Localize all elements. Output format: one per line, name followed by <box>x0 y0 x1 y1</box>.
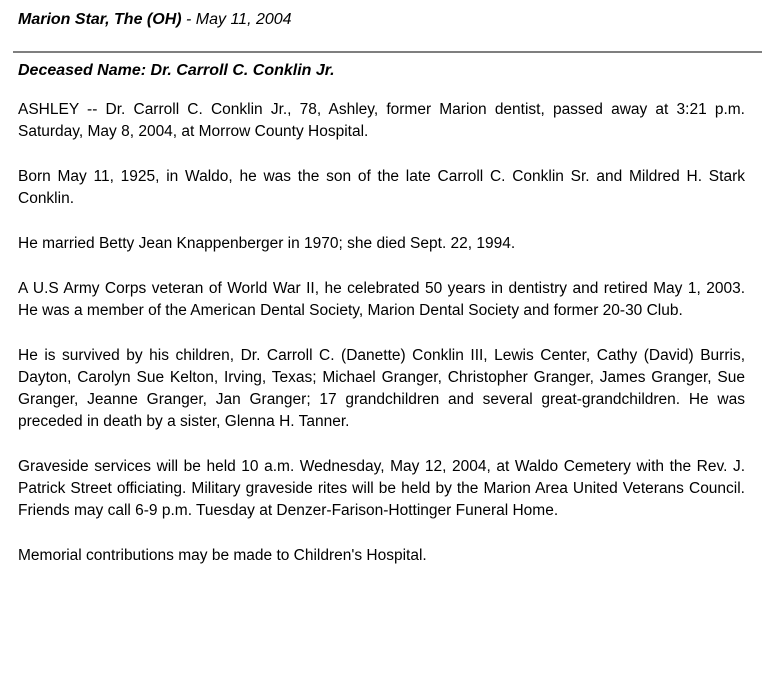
obituary-paragraph-career: A U.S Army Corps veteran of World War II, he celebrated 50 years in dentistry and retired May 1, 2003. He was a member of the American Dental Society, Marion Dental Society and former 20-30 Club. <box>18 280 745 319</box>
publication-date: - May 11, 2004 <box>181 11 292 28</box>
obituary-body <box>18 99 745 590</box>
obituary-paragraph-announcement: ASHLEY -- Dr. Carroll C. Conklin Jr., 78, Ashley, former Marion dentist, passed away at 3:21 p.m. Saturday, May 8, 2004, at Morrow County Hospital. <box>18 101 745 140</box>
obituary-paragraph-survivors: He is survived by his children, Dr. Carroll C. (Danette) Conklin III, Lewis Center, Cathy (David) Burris, Dayton, Carolyn Sue Kelton, Irving, Texas; Michael Granger, Christopher Granger, James Granger, Sue Granger, Jeanne Granger, Jan Granger; 17 grandchildren and several great-grandchildren. He was preceded in death by a sister, Glenna H. Tanner. <box>18 347 745 430</box>
header-divider <box>13 51 762 53</box>
obituary-paragraph-memorial: Memorial contributions may be made to Children's Hospital. <box>18 547 427 564</box>
obituary-paragraph-birth: Born May 11, 1925, in Waldo, he was the son of the late Carroll C. Conklin Sr. and Mildred H. Stark Conklin. <box>18 168 745 207</box>
newspaper-source: Marion Star, The (OH) <box>18 11 182 28</box>
obituary-paragraph-services: Graveside services will be held 10 a.m. Wednesday, May 12, 2004, at Waldo Cemetery with the Rev. J. Patrick Street officiating. Military graveside rites will be held by the Marion Area United Veterans Council. Friends may call 6-9 p.m. Tuesday at Denzer-Farison-Hottinger Funeral Home. <box>18 458 745 519</box>
document-header <box>18 10 292 30</box>
obituary-paragraph-marriage: He married Betty Jean Knappenberger in 1970; she died Sept. 22, 1994. <box>18 235 516 252</box>
deceased-name-heading: Deceased Name: Dr. Carroll C. Conklin Jr. <box>18 62 335 79</box>
